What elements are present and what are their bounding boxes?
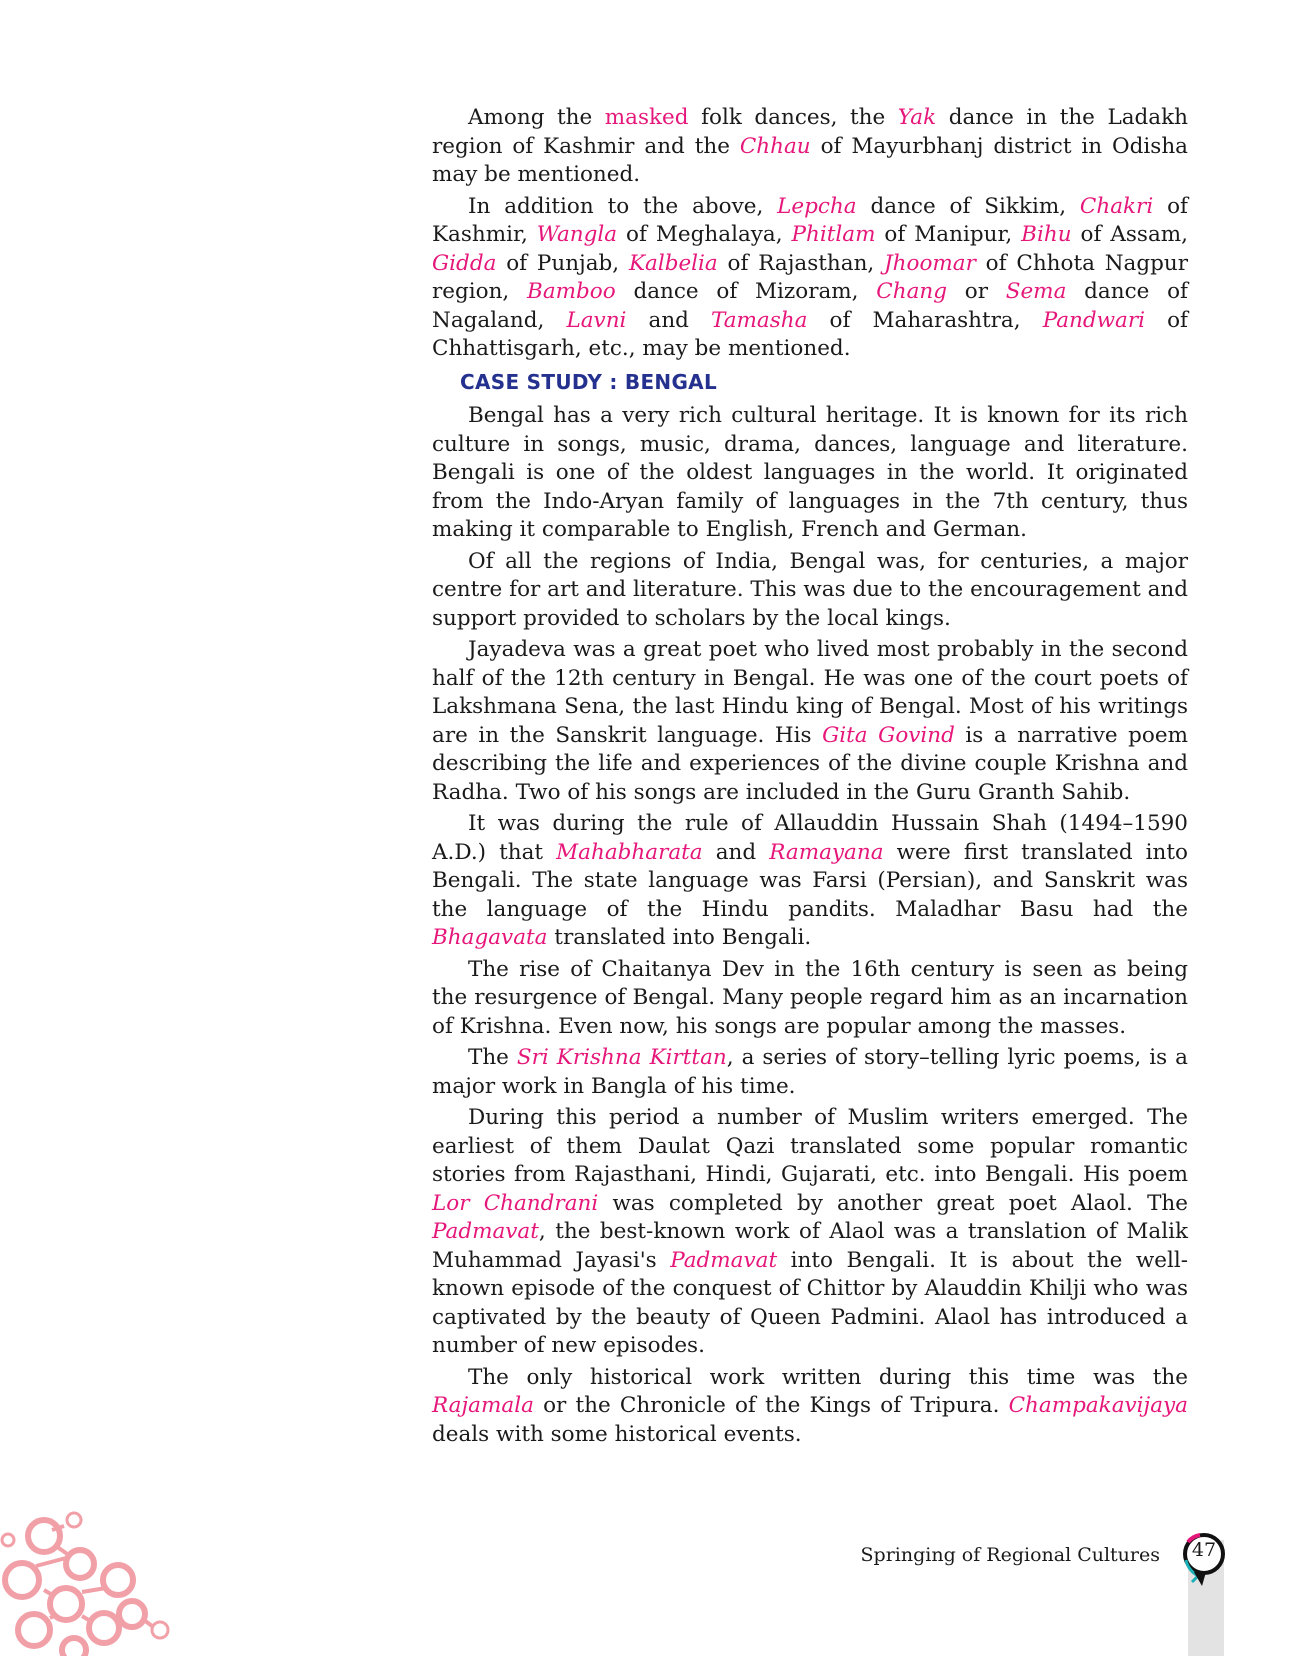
running-footer-title: Springing of Regional Cultures: [860, 1544, 1160, 1566]
highlighted-term: Champakavijaya: [1008, 1393, 1188, 1418]
text-run: The only historical work written during this time was the: [468, 1364, 1188, 1390]
highlighted-term: Lavni: [566, 307, 627, 333]
deco-circle: [119, 1601, 145, 1627]
text-run: of Rajasthan,: [717, 250, 885, 276]
text-run: deals with some historical events.: [432, 1421, 802, 1447]
text-run: translated into Bengali.: [547, 925, 812, 950]
highlighted-term: Bihu: [1021, 222, 1072, 247]
paragraph: [432, 402, 1188, 545]
text-run: It was during the rule of Allauddin Hussain Shah (1494–1590 A.D.) that: [432, 811, 1188, 865]
paragraph: [432, 636, 1188, 807]
highlighted-term: Chakri: [1079, 193, 1154, 219]
text-run: of Punjab,: [496, 250, 629, 276]
deco-circle: [103, 1565, 133, 1595]
paragraph: [432, 1364, 1188, 1450]
text-run: or: [947, 279, 1006, 304]
text-run: and: [702, 839, 770, 865]
paragraph: [432, 1104, 1188, 1361]
highlighted-term: Bamboo: [527, 279, 616, 304]
text-run: , a series of story–telling lyric poems, is a major work in Bangla of his time.: [432, 1045, 1188, 1099]
text-run: During this period a number of Muslim writers emerged. The earliest of them Daulat Qazi translated some popular romantic stories from Rajasthani, Hindi, Gujarati, etc. into Bengali. His poem: [432, 1105, 1188, 1187]
deco-circle: [62, 1638, 86, 1656]
highlighted-term: Sri Krishna Kirttan: [516, 1045, 727, 1070]
text-run: into Bengali. It is about the well-known episode of the conquest of Chittor by Alauddin Khilji who was captivated by the beauty of Queen Padmini. Alaol has introduced a number of new episodes.: [432, 1247, 1188, 1358]
text-run: Among the: [468, 105, 605, 130]
highlighted-term: Pandwari: [1042, 307, 1145, 333]
highlighted-term: Phitlam: [791, 222, 876, 247]
highlighted-term: Rajamala: [432, 1393, 534, 1418]
highlighted-term: Yak: [897, 105, 937, 130]
text-run: were first translated into Bengali. The state language was Farsi (Persian), and Sanskrit was the language of the Hindu pandits. Maladhar Basu had the: [432, 839, 1188, 922]
text-run: The: [468, 1045, 517, 1070]
text-run: of Maharashtra,: [807, 307, 1043, 333]
highlighted-term: masked: [604, 105, 689, 130]
text-run: of Chhota Nagpur region,: [432, 250, 1188, 304]
highlighted-term: Padmavat: [432, 1219, 539, 1244]
text-run: dance of Mizoram,: [615, 279, 877, 304]
highlighted-term: Lepcha: [777, 193, 857, 219]
highlighted-term: Jhoomar: [884, 250, 976, 276]
text-run: of Meghalaya,: [617, 222, 792, 247]
highlighted-term: Chhau: [739, 133, 811, 159]
main-text: [432, 104, 1188, 1452]
highlighted-term: Chang: [876, 279, 947, 304]
text-run: of Chhattisgarh, etc., may be mentioned.: [432, 307, 1188, 361]
paragraph: [432, 810, 1188, 953]
deco-circle: [89, 1613, 119, 1643]
text-run: dance of Nagaland,: [432, 279, 1189, 333]
paragraph: [432, 104, 1188, 190]
highlighted-term: Ramayana: [769, 839, 884, 865]
text-run: dance in the Ladakh region of Kashmir and the: [432, 105, 1188, 159]
text-run: and: [626, 307, 712, 333]
highlighted-term: Lor Chandrani: [432, 1190, 599, 1216]
highlighted-term: Bhagavata: [432, 925, 548, 950]
decorative-circles: [0, 1500, 180, 1656]
paragraph: [432, 193, 1188, 364]
text-run: of Kashmir,: [432, 193, 1188, 247]
deco-circle: [18, 1614, 50, 1646]
text-run: is a narrative poem describing the life and experiences of the divine couple Krishna and Radha. Two of his songs are included in the Guru Granth Sahib.: [432, 722, 1188, 805]
highlighted-term: Padmavat: [670, 1247, 778, 1273]
paragraph: [432, 548, 1188, 634]
highlighted-term: Gidda: [432, 250, 497, 276]
text-run: was completed by another great poet Alaol. The: [598, 1190, 1188, 1216]
paragraph: [432, 956, 1188, 1042]
highlighted-term: Kalbelia: [628, 250, 718, 276]
text-run: of Mayurbhanj district in Odisha may be mentioned.: [432, 133, 1188, 187]
deco-circle: [50, 1588, 82, 1620]
highlighted-term: Tamasha: [711, 307, 808, 333]
highlighted-term: Sema: [1005, 279, 1067, 304]
deco-circle: [5, 1563, 39, 1597]
text-run: Bengal has a very rich cultural heritage. It is known for its rich culture in songs, music, drama, dances, language and literature. Bengali is one of the oldest languages in the world. It originated from the Indo-Aryan family of languages in the 7th century, thus making it comparable to English, French and German.: [432, 403, 1188, 542]
text-run: In addition to the above,: [468, 193, 778, 219]
text-run: of Assam,: [1071, 222, 1188, 247]
highlighted-term: Wangla: [536, 222, 618, 247]
text-run: Of all the regions of India, Bengal was, for centuries, a major centre for art and literature. This was due to the encouragement and support provided to scholars by the local kings.: [432, 548, 1188, 631]
paragraph: [432, 1044, 1188, 1101]
page-number: 47: [1191, 1539, 1217, 1561]
text-run: Jayadeva was a great poet who lived most probably in the second half of the 12th century in Bengal. He was one of the court poets of Lakshmana Sena, the last Hindu king of Bengal. Most of his writings are in the Sanskrit language. His: [432, 637, 1188, 748]
highlighted-term: Mahabharata: [556, 839, 703, 865]
text-run: or the Chronicle of the Kings of Tripura.: [533, 1393, 1009, 1418]
highlighted-term: Gita Govind: [822, 722, 955, 748]
text-run: of Manipur,: [875, 222, 1022, 247]
text-run: dance of Sikkim,: [856, 193, 1080, 219]
text-run: folk dances, the: [688, 105, 898, 130]
section-heading: CASE STUDY : BENGAL: [460, 369, 718, 394]
text-run: , the best-known work of Alaol was a translation of Malik Muhammad Jayasi's: [432, 1219, 1188, 1273]
text-run: The rise of Chaitanya Dev in the 16th century is seen as being the resurgence of Bengal. Many people regard him as an incarnation of Krishna. Even now, his songs are popular among the masses.: [432, 956, 1188, 1039]
